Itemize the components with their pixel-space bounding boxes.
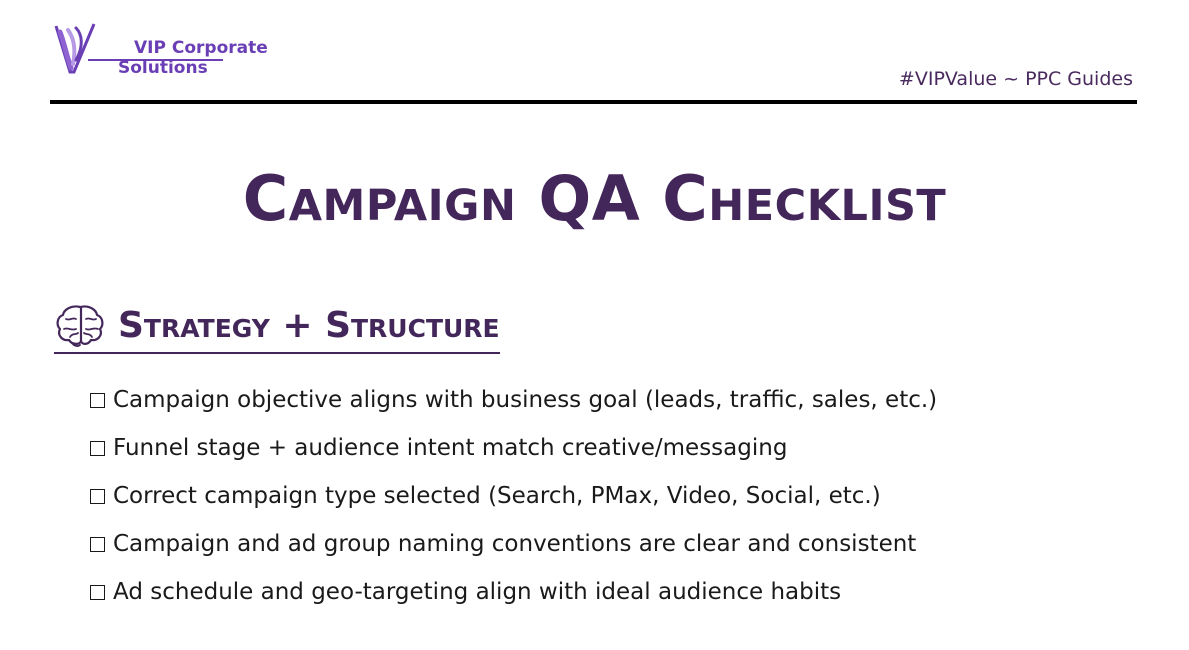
checklist-item[interactable] — [90, 472, 937, 520]
checkbox-icon[interactable] — [90, 441, 105, 456]
checklist-item[interactable] — [90, 568, 937, 616]
brain-icon — [54, 303, 106, 347]
checkbox-icon[interactable] — [90, 537, 105, 552]
header-divider — [50, 100, 1137, 104]
checkbox-icon[interactable] — [90, 393, 105, 408]
logo-text-line1: VIP Corporate — [134, 38, 268, 58]
logo-text-line2: Solutions — [118, 58, 208, 78]
checklist-item[interactable] — [90, 520, 937, 568]
checklist-item[interactable] — [90, 424, 937, 472]
checklist-item-text: Campaign and ad group naming conventions are clear and consistent — [113, 531, 917, 557]
section-heading — [54, 300, 500, 354]
checklist-item-text: Funnel stage + audience intent match creative/messaging — [113, 435, 788, 461]
company-logo — [54, 22, 268, 82]
checklist-item-text: Campaign objective aligns with business goal (leads, traffic, sales, etc.) — [113, 387, 938, 413]
tagline: #VIPValue ~ PPC Guides — [898, 68, 1133, 90]
checklist-item-text: Ad schedule and geo-targeting align with ideal audience habits — [113, 579, 842, 605]
section-title: Strategy + Structure — [118, 304, 500, 346]
page-title: Campaign QA Checklist — [242, 162, 947, 235]
logo-mark-icon — [54, 22, 98, 80]
checkbox-icon[interactable] — [90, 585, 105, 600]
checklist-item-text: Correct campaign type selected (Search, PMax, Video, Social, etc.) — [113, 483, 881, 509]
checklist-item[interactable] — [90, 376, 937, 424]
checklist — [90, 376, 937, 616]
checkbox-icon[interactable] — [90, 489, 105, 504]
